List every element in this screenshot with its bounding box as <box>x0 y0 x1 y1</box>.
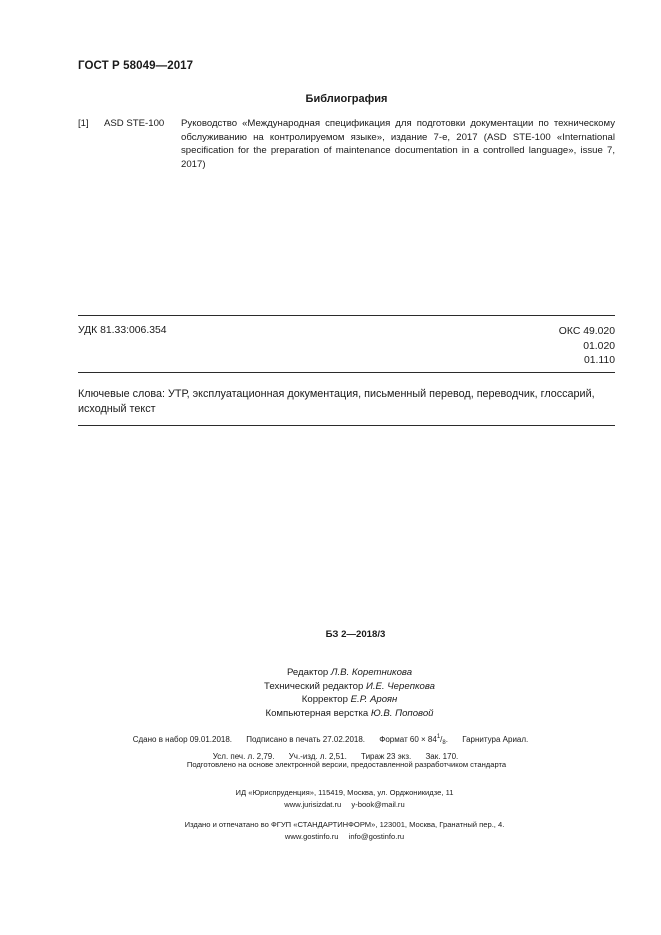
credit-layout: Компьютерная верстка Ю.В. Поповой <box>265 707 434 719</box>
credit-technical-editor: Технический редактор И.Е. Черепкова <box>264 680 435 692</box>
printer-site: www.gostinfo.ru <box>284 831 339 841</box>
printer-block <box>0 819 661 842</box>
printer-line: Издано и отпечатано во ФГУП «СТАНДАРТИНФОРМ», 123001, Москва, Гранатный пер., 4. <box>184 820 505 829</box>
oks-code: 01.020 <box>583 340 615 352</box>
publisher-site: www.jurisizdat.ru <box>284 799 342 809</box>
bibliography-entry-code: ASD STE-100 <box>104 118 165 129</box>
divider-bottom <box>78 425 615 426</box>
publisher-contacts <box>0 799 661 811</box>
divider-middle <box>78 372 615 373</box>
printer-email: info@gostinfo.ru <box>348 831 405 841</box>
imprint <box>0 731 661 763</box>
divider-top <box>78 315 615 316</box>
oks-code: 01.110 <box>583 355 615 366</box>
credit-editor: Редактор Л.В. Коретникова <box>286 667 413 678</box>
credit-proofreader: Корректор Е.Р. Ароян <box>301 694 398 705</box>
publisher-block <box>0 787 661 810</box>
imprint-line-2: Усл. печ. л. 2,79. Уч.-изд. л. 2,51. Тираж 23 экз. Зак. 170. <box>212 752 459 761</box>
udk-code: УДК 81.33:006.354 <box>78 325 167 336</box>
bibliography-entry-number: [1] <box>78 118 89 129</box>
oks-codes <box>559 325 615 369</box>
oks-code: ОКС 49.020 <box>558 326 615 337</box>
printer-contacts <box>0 831 661 843</box>
preparation-note: Подготовлено на основе электронной версии, предоставленной разработчиком стандарта <box>186 760 507 769</box>
publisher-email: y-book@mail.ru <box>351 799 405 809</box>
bibliography-title: Библиография <box>305 93 388 105</box>
credits-block <box>0 666 661 720</box>
publisher-line: ИД «Юриспруденция», 115419, Москва, ул. Орджоникидзе, 11 <box>235 788 454 797</box>
standard-number: ГОСТ Р 58049—2017 <box>78 60 194 72</box>
keywords: Ключевые слова: УТР, эксплуатационная документация, письменный перевод, переводчик, глоссарий, исходный текст <box>78 388 595 415</box>
bibliography-entry-text: Руководство «Международная спецификация для подготовки документации по техническому обслуживанию на контролируемом языке», издание 7-е, 2017 (ASD STE-100 «International specification for the preparation of maintenance documentation in a controlled language», issue 7, 2017) <box>181 118 615 170</box>
bz-number: БЗ 2—2018/3 <box>325 629 386 640</box>
imprint-line-1: Сдано в набор 09.01.2018. Подписано в печать 27.02.2018. Формат $60 \times 84^1/_8$. Гарнитура Ариал. <box>132 734 529 746</box>
